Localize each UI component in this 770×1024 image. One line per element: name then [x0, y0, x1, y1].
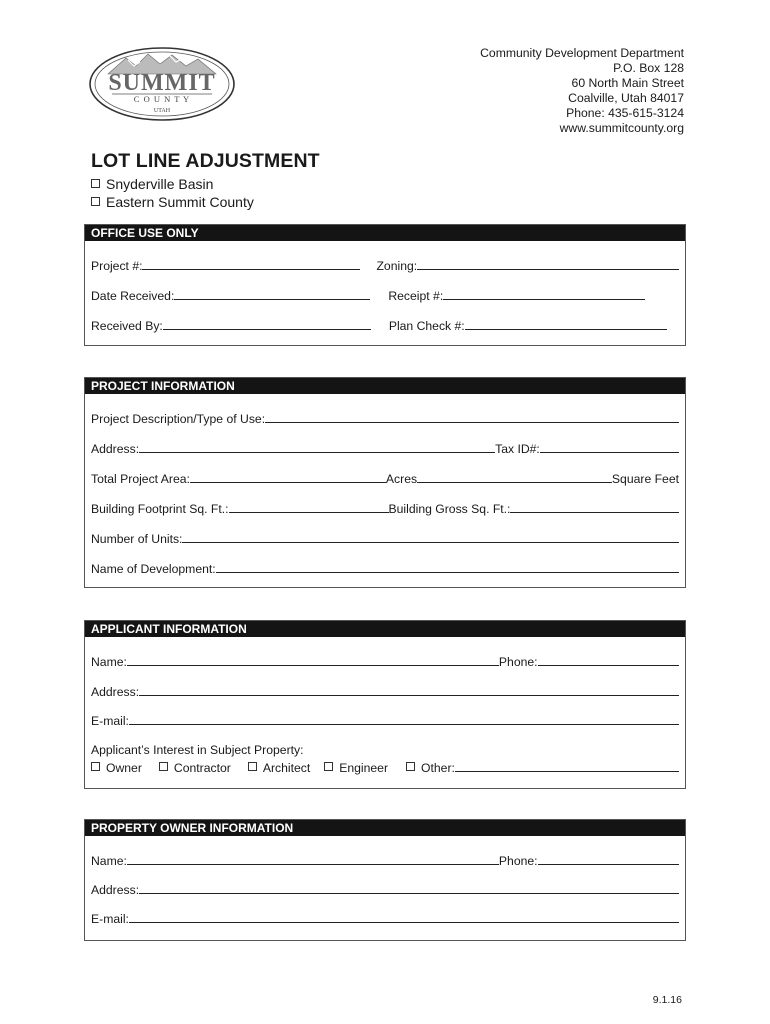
applicant-address-field[interactable]: [139, 694, 679, 696]
project-row-3: [91, 468, 679, 486]
applicant-address-label: Address:: [91, 685, 140, 699]
project-description-label: Project Description/Type of Use:: [91, 412, 266, 426]
section-header: APPLICANT INFORMATION: [85, 621, 685, 637]
receipt-field[interactable]: [443, 298, 645, 300]
date-received-field[interactable]: [174, 298, 370, 300]
checkbox-icon[interactable]: [248, 762, 257, 771]
project-address-label: Address:: [91, 442, 140, 456]
applicant-row-3: [91, 710, 679, 728]
interest-label: Applicant’s Interest in Subject Property:: [91, 743, 304, 757]
applicant-information-section: [84, 620, 686, 789]
option-label: Other:: [421, 761, 455, 775]
office-row-3: [91, 315, 679, 333]
project-number-label: Project #:: [91, 259, 143, 273]
zoning-field[interactable]: [417, 268, 679, 270]
option-architect[interactable]: [248, 761, 310, 775]
plan-check-label: Plan Check #:: [388, 319, 465, 333]
applicant-name-field[interactable]: [127, 664, 499, 666]
checkbox-icon[interactable]: [406, 762, 415, 771]
interest-options: [91, 757, 679, 775]
logo-emblem-icon: [88, 46, 236, 122]
footprint-field[interactable]: [229, 511, 389, 513]
owner-email-label: E-mail:: [91, 912, 129, 926]
property-owner-section: [84, 819, 686, 941]
owner-name-label: Name:: [91, 854, 127, 868]
applicant-row-4: [91, 739, 679, 757]
checkbox-icon[interactable]: [159, 762, 168, 771]
plan-check-field[interactable]: [465, 328, 667, 330]
project-information-section: [84, 377, 686, 588]
option-other[interactable]: [406, 761, 455, 775]
department-address: [480, 46, 684, 136]
checkbox-icon[interactable]: [91, 197, 100, 206]
gross-label: Building Gross Sq. Ft.:: [388, 502, 511, 516]
office-use-section: [84, 224, 686, 346]
project-row-5: [91, 528, 679, 546]
summit-county-logo: [88, 46, 236, 122]
option-label: Architect: [262, 761, 311, 775]
checkbox-eastern-summit-county[interactable]: [91, 194, 254, 210]
checkbox-icon[interactable]: [324, 762, 333, 771]
form-title: LOT LINE ADJUSTMENT: [91, 150, 320, 172]
checkbox-icon[interactable]: [91, 179, 100, 188]
address-line: 60 North Main Street: [571, 76, 684, 90]
checkbox-icon[interactable]: [91, 762, 100, 771]
tax-id-label: Tax ID#:: [495, 442, 540, 456]
applicant-phone-label: Phone:: [498, 655, 538, 669]
applicant-name-label: Name:: [91, 655, 127, 669]
option-engineer[interactable]: [324, 761, 388, 775]
form-version: 9.1.16: [652, 994, 682, 1006]
zoning-label: Zoning:: [376, 259, 418, 273]
checkbox-label: Snyderville Basin: [106, 176, 214, 192]
tax-id-field[interactable]: [540, 451, 679, 453]
office-row-2: [91, 285, 679, 303]
acres-field[interactable]: [190, 481, 386, 483]
other-field[interactable]: [455, 770, 679, 772]
section-header: PROPERTY OWNER INFORMATION: [85, 820, 685, 836]
total-area-label: Total Project Area:: [91, 472, 190, 486]
footprint-label: Building Footprint Sq. Ft.:: [91, 502, 229, 516]
project-description-field[interactable]: [265, 421, 679, 423]
office-row-1: [91, 255, 679, 273]
address-line: P.O. Box 128: [613, 61, 684, 75]
project-row-4: [91, 498, 679, 516]
applicant-email-field[interactable]: [129, 723, 679, 725]
owner-address-field[interactable]: [139, 892, 679, 894]
acres-label: Acres: [385, 472, 418, 486]
logo-name: SUMMIT: [108, 70, 216, 96]
address-line: www.summitcounty.org: [559, 121, 684, 135]
project-row-1: [91, 408, 679, 426]
received-by-field[interactable]: [163, 328, 371, 330]
section-header: PROJECT INFORMATION: [85, 378, 685, 394]
project-number-field[interactable]: [142, 268, 360, 270]
option-label: Contractor: [173, 761, 231, 775]
units-field[interactable]: [182, 541, 679, 543]
applicant-row-1: [91, 651, 679, 669]
date-received-label: Date Received:: [91, 289, 175, 303]
project-row-2: [91, 438, 679, 456]
applicant-row-2: [91, 681, 679, 699]
owner-phone-label: Phone:: [498, 854, 538, 868]
received-by-label: Received By:: [91, 319, 163, 333]
owner-row-3: [91, 908, 679, 926]
development-label: Name of Development:: [91, 562, 216, 576]
square-feet-field[interactable]: [417, 481, 612, 483]
square-feet-label: Square Feet: [611, 472, 679, 486]
owner-name-field[interactable]: [127, 863, 499, 865]
receipt-label: Receipt #:: [388, 289, 444, 303]
option-contractor[interactable]: [159, 761, 231, 775]
units-label: Number of Units:: [91, 532, 183, 546]
owner-email-field[interactable]: [129, 921, 679, 923]
option-label: Engineer: [339, 761, 389, 775]
address-line: Community Development Department: [480, 46, 684, 60]
owner-row-2: [91, 879, 679, 897]
option-owner[interactable]: [91, 761, 142, 775]
project-address-field[interactable]: [139, 451, 495, 453]
option-label: Owner: [106, 761, 142, 775]
address-line: Phone: 435-615-3124: [566, 106, 684, 120]
logo-state: UTAH: [153, 108, 171, 114]
logo-sub: C O U N T Y: [133, 94, 191, 104]
project-row-6: [91, 558, 679, 576]
development-field[interactable]: [216, 571, 679, 573]
applicant-phone-field[interactable]: [538, 664, 679, 666]
owner-phone-field[interactable]: [538, 863, 679, 865]
gross-field[interactable]: [510, 511, 679, 513]
checkbox-snyderville-basin[interactable]: [91, 176, 213, 192]
checkbox-label: Eastern Summit County: [106, 194, 254, 210]
section-header: OFFICE USE ONLY: [85, 225, 685, 241]
owner-row-1: [91, 850, 679, 868]
applicant-email-label: E-mail:: [91, 714, 129, 728]
owner-address-label: Address:: [91, 883, 140, 897]
address-line: Coalville, Utah 84017: [568, 91, 684, 105]
